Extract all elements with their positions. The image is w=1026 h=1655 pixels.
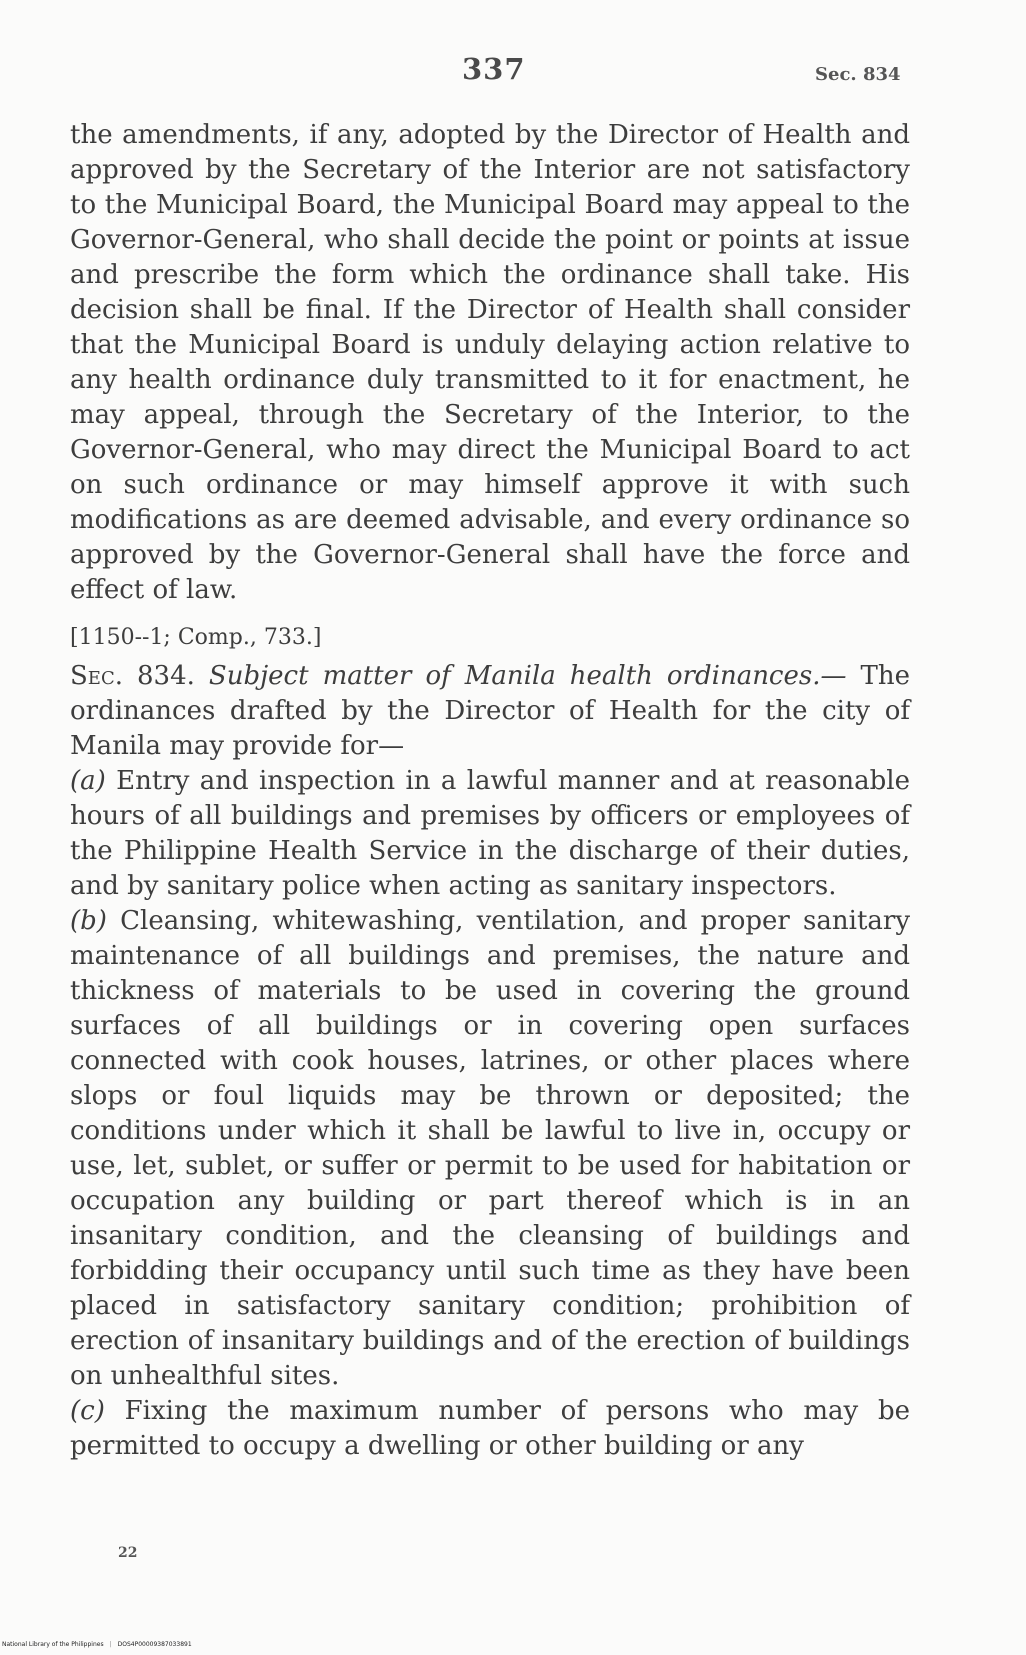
clause-c-label: (c) (70, 1396, 105, 1426)
scan-footer (2, 1641, 192, 1648)
citation: [1150--1; Comp., 733.] (70, 625, 322, 650)
footer-library: National Library of the Philippines (2, 1641, 104, 1648)
clause-b-text: Cleansing, whitewashing, ventilation, and proper sanitary maintenance of all buildings and premises, the nature and thickness of materials to be used in covering the ground surfaces of all buildings or in covering open surfaces connected with cook houses, latrines, or other places where slops or foul liquids may be thrown or deposited; the conditions under which it shall be lawful to live in, occupy or use, let, sublet, or suffer or permit to be used for habitation or occupation any building or part thereof which is in an insanitary condition, and the cleansing of buildings and forbidding their occupancy until such time as they have been placed in satisfactory sanitary condition; prohibition of erection of insanitary buildings and of the erection of buildings on unhealthful sites. (70, 906, 911, 1391)
signature-mark: 22 (118, 1545, 138, 1561)
clause-b-label: (b) (70, 906, 107, 936)
running-head-section: Sec. 834 (815, 64, 901, 85)
clause-c (70, 1394, 910, 1464)
body-text (70, 118, 910, 1464)
clause-a-text: Entry and inspection in a lawful manner and at reasonable hours of all buildings and premises by officers or employees of the Philippine Health Service in the discharge of their duties, and by sanitary police when acting as sanitary inspectors. (70, 766, 910, 901)
page-number: 337 (462, 52, 526, 86)
paragraph-continuation: the amendments, if any, adopted by the Director of Health and approved by the Secretary of the Interior are not satisfactory to the Municipal Board, the Municipal Board may appeal to the Governor-General, who shall decide the point or points at issue and prescribe the form which the ordinance shall take. His decision shall be final. If the Director of Health shall consider that the Municipal Board is unduly delaying action relative to any health ordinance duly transmitted to it for enactment, he may appeal, through the Secretary of the Interior, to the Governor-General, who may direct the Municipal Board to act on such ordinance or may himself approve it with such modifications as are deemed advisable, and every ordinance so approved by the Governor-General shall have the force and effect of law. (70, 120, 910, 605)
section-title: Subject matter of Manila health ordinances.— (208, 661, 847, 691)
clause-c-text: Fixing the maximum number of persons who may be permitted to occupy a dwelling or other building or any (70, 1396, 911, 1461)
clause-a-label: (a) (70, 766, 106, 796)
footer-code: DOS4P00009387033891 (117, 1641, 192, 1648)
section-intro: The ordinances drafted by the Director of Health for the city of Manila may provide for— (70, 661, 910, 761)
section-label: Sec. 834. (70, 661, 195, 691)
section-834 (70, 659, 910, 764)
clause-a (70, 764, 910, 904)
clause-b (70, 904, 910, 1394)
footer-separator: | (109, 1641, 112, 1648)
